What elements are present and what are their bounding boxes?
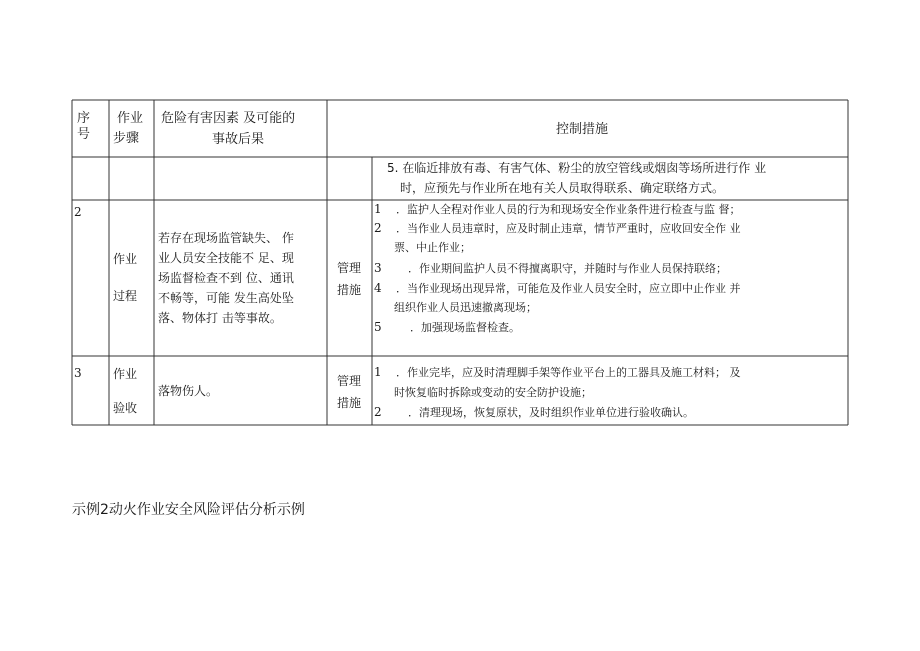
measure-text: ．当作业现场出现异常，可能危及作业人员安全时，应立即中止作业 并 [396, 282, 741, 295]
row2-hazard-line: 落、物体打 击等事故。 [158, 311, 282, 325]
row2-hazard-line: 不畅等，可能 发生高处坠 [158, 291, 294, 305]
header-seq: 序 [77, 111, 91, 126]
continued-measure: 时，应预先与作业所在地有关人员取得联系、确定联络方式。 [400, 181, 725, 195]
header-hazard: 事故后果 [212, 132, 265, 147]
header-hazard: 危险有害因素 及可能的 [161, 111, 296, 126]
header-seq: 号 [77, 127, 91, 142]
row2-type: 管理 [337, 261, 362, 275]
measure-text: ．当作业人员违章时，应及时制止违章，情节严重时，应收回安全作 业 [396, 222, 741, 235]
header-step: 作业 [117, 111, 144, 126]
row3-step: 作业 [113, 367, 138, 381]
measure-number: 1 [374, 202, 382, 216]
row3-type: 管理 [337, 374, 362, 388]
row3-hazard: 落物伤人。 [158, 384, 219, 398]
measure-text: 组织作业人员迅速撤离现场； [394, 301, 537, 314]
header-step: 步骤 [113, 131, 140, 146]
measure-text: 票、中止作业； [394, 241, 471, 254]
row2-step: 过程 [113, 289, 138, 303]
measure-number: 3 [374, 261, 382, 275]
row2-seq: 2 [74, 205, 82, 219]
measure-number: 1 [374, 365, 382, 379]
row2-hazard-line: 若存在现场监管缺失、 作 [158, 231, 294, 245]
row2-hazard-line: 场监督检查不到 位、通讯 [158, 271, 294, 285]
measure-text: ．作业完毕，应及时清理脚手架等作业平台上的工器具及施工材料； 及 [396, 366, 741, 379]
measure-text: ．加强现场监督检查。 [410, 321, 520, 334]
row3-type: 措施 [337, 396, 362, 410]
measure-text: ．作业期间监护人员不得擅离职守，并随时与作业人员保持联络； [408, 262, 727, 275]
header-control: 控制措施 [556, 122, 609, 137]
measure-number: 5 [374, 320, 382, 334]
row2-hazard-line: 业人员安全技能不 足、现 [158, 251, 294, 265]
measure-text: ．监护人全程对作业人员的行为和现场安全作业条件进行检查与监 督； [396, 203, 741, 216]
row3-step: 验收 [113, 401, 138, 415]
continued-measure: 5. 在临近排放有毒、有害气体、粉尘的放空管线或烟囱等场所进行作 业 [387, 161, 767, 175]
row2-step: 作业 [113, 252, 138, 266]
measure-number: 4 [374, 281, 382, 295]
row3-seq: 3 [74, 366, 82, 380]
example-caption: 示例2动火作业安全风险评估分析示例 [72, 502, 305, 518]
measure-text: ．清理现场，恢复原状，及时组织作业单位进行验收确认。 [408, 406, 694, 419]
measure-number: 2 [374, 405, 382, 419]
measure-text: 时恢复临时拆除或变动的安全防护设施； [394, 386, 592, 399]
measure-number: 2 [374, 221, 382, 235]
row2-type: 措施 [337, 283, 362, 297]
